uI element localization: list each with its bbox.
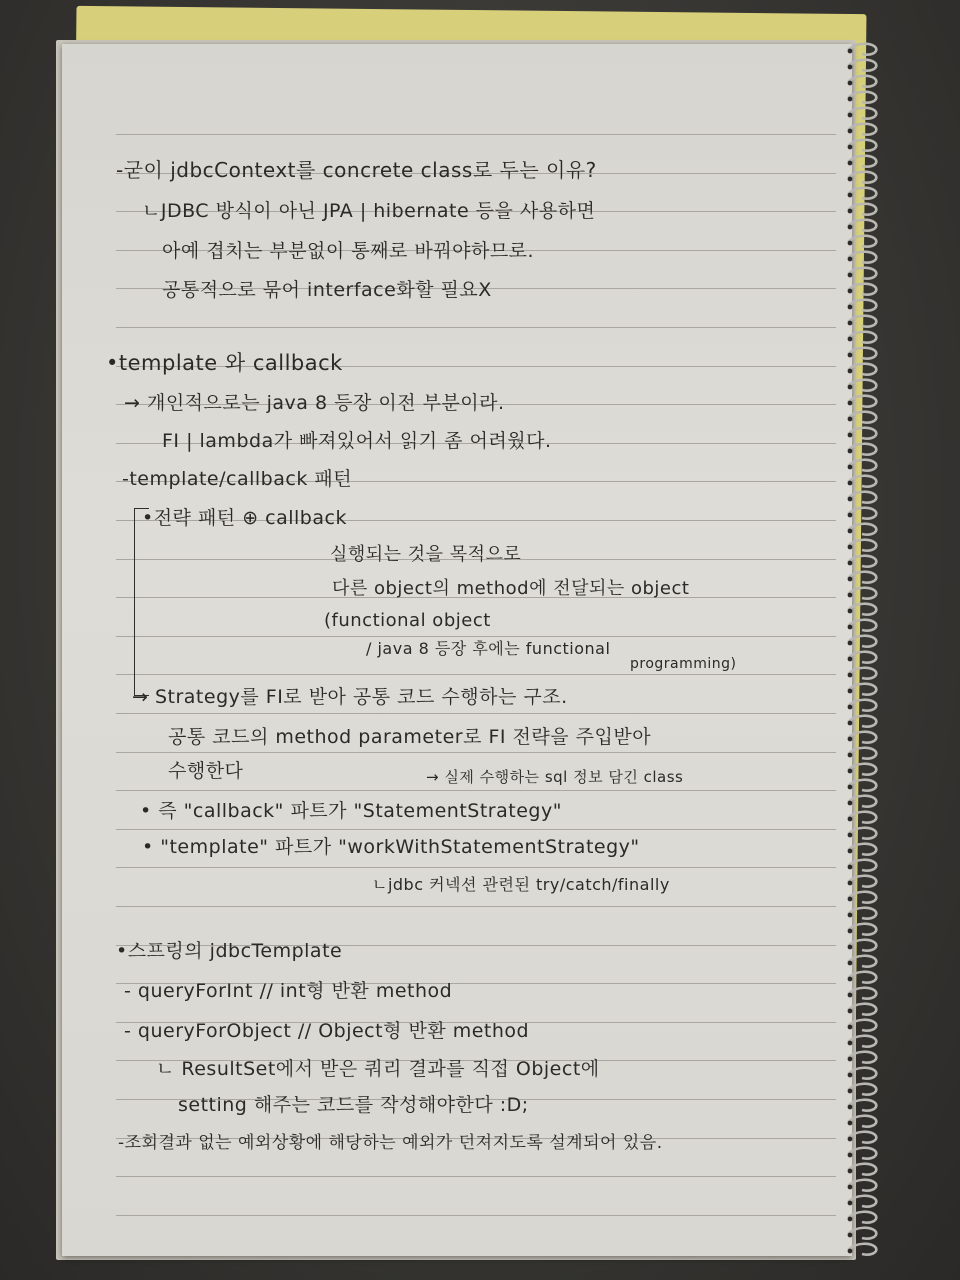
spiral-ring	[848, 332, 876, 343]
binding-hole	[848, 705, 853, 710]
binding-hole	[848, 801, 853, 806]
spiral-ring	[848, 1036, 876, 1047]
spiral-ring	[848, 348, 876, 359]
spiral-ring	[848, 1116, 876, 1127]
binding-hole	[848, 273, 853, 278]
binding-hole	[848, 737, 853, 742]
note-line: ㄴJDBC 방식이 아닌 JPA | hibernate 등을 사용하면	[142, 200, 596, 222]
spiral-ring	[848, 988, 876, 999]
binding-hole	[848, 113, 853, 118]
spiral-ring	[848, 524, 876, 535]
binding-hole	[848, 225, 853, 230]
binding-hole	[848, 321, 853, 326]
spiral-ring	[848, 908, 876, 919]
note-line: → 개인적으로는 java 8 등장 이전 부분이라.	[124, 392, 505, 414]
note-line: / java 8 등장 후에는 functional	[366, 639, 611, 658]
spiral-ring	[848, 812, 876, 823]
binding-hole	[848, 545, 853, 550]
binding-hole	[848, 385, 853, 390]
binding-hole	[848, 1105, 853, 1110]
note-line: • 즉 "callback" 파트가 "StatementStrategy"	[140, 800, 562, 822]
note-line: 수행한다	[168, 760, 244, 782]
binding-hole	[848, 785, 853, 790]
binding-hole	[848, 673, 853, 678]
binding-hole	[848, 1009, 853, 1014]
note-line: → 실제 수행하는 sql 정보 담긴 class	[426, 768, 684, 786]
spiral-ring	[848, 156, 876, 167]
binding-hole	[848, 481, 853, 486]
spiral-ring	[848, 748, 876, 759]
note-line: setting 해주는 코드를 작성해야한다 :D;	[178, 1094, 529, 1116]
spiral-ring	[848, 732, 876, 743]
spiral-ring	[848, 1148, 876, 1159]
spiral-ring	[848, 412, 876, 423]
ruled-line	[116, 134, 836, 135]
binding-hole	[848, 657, 853, 662]
binding-hole	[848, 593, 853, 598]
spiral-ring	[848, 588, 876, 599]
binding-hole	[848, 753, 853, 758]
spiral-ring	[848, 508, 876, 519]
binding-hole	[848, 305, 853, 310]
spiral-ring	[848, 876, 876, 887]
spiral-ring	[848, 716, 876, 727]
spiral-ring	[848, 460, 876, 471]
spiral-ring	[848, 92, 876, 103]
spiral-ring	[848, 204, 876, 215]
spiral-ring	[848, 828, 876, 839]
ruled-line	[116, 674, 836, 675]
spiral-ring	[848, 220, 876, 231]
spiral-ring	[848, 1068, 876, 1079]
binding-hole	[848, 209, 853, 214]
binding-hole	[848, 1121, 853, 1126]
binding-hole	[848, 65, 853, 70]
note-line: •template 와 callback	[106, 351, 343, 375]
margin-bracket	[134, 508, 149, 696]
spiral-ring	[848, 892, 876, 903]
spiral-ring	[848, 956, 876, 967]
binding-hole	[848, 1185, 853, 1190]
note-line: (functional object	[324, 610, 491, 631]
spiral-ring	[848, 492, 876, 503]
binding-hole	[848, 177, 853, 182]
ruled-line	[116, 867, 836, 868]
binding-hole	[848, 977, 853, 982]
binding-hole	[848, 961, 853, 966]
spiral-ring	[848, 924, 876, 935]
binding-hole	[848, 1169, 853, 1174]
binding-hole	[848, 529, 853, 534]
spiral-ring	[848, 972, 876, 983]
note-line: 아예 겹치는 부분없이 통째로 바꿔야하므로.	[162, 240, 535, 262]
binding-hole	[848, 1073, 853, 1078]
spiral-ring	[848, 252, 876, 263]
spiral-ring	[848, 844, 876, 855]
note-line: ㄴ ResultSet에서 받은 쿼리 결과를 직접 Object에	[156, 1058, 600, 1080]
spiral-ring	[848, 396, 876, 407]
binding-hole	[848, 1201, 853, 1206]
spiral-ring	[848, 1196, 876, 1207]
ruled-line	[116, 790, 836, 791]
binding-hole	[848, 1089, 853, 1094]
note-line: ㄴjdbc 커넥션 관련된 try/catch/finally	[372, 875, 670, 894]
binding-hole	[848, 641, 853, 646]
binding-hole	[848, 81, 853, 86]
note-line: programming)	[630, 656, 737, 672]
spiral-ring	[848, 428, 876, 439]
spiral-ring	[848, 60, 876, 71]
binding-hole	[848, 129, 853, 134]
binding-hole	[848, 689, 853, 694]
note-line: -굳이 jdbcContext를 concrete class로 두는 이유?	[116, 158, 597, 182]
ruled-line	[116, 713, 836, 714]
binding-hole	[848, 97, 853, 102]
binding-hole	[848, 257, 853, 262]
note-line: •전략 패턴 ⊕ callback	[142, 507, 347, 529]
note-line: 공통적으로 묶어 interface화할 필요X	[162, 279, 492, 301]
binding-hole	[848, 625, 853, 630]
binding-hole	[848, 49, 853, 54]
binding-hole	[848, 1025, 853, 1030]
spiral-ring	[848, 124, 876, 135]
spiral-ring	[848, 700, 876, 711]
binding-hole	[848, 913, 853, 918]
binding-hole	[848, 1153, 853, 1158]
spiral-ring	[848, 76, 876, 87]
binding-hole	[848, 561, 853, 566]
spiral-ring	[848, 1164, 876, 1175]
note-line: - queryForInt // int형 반환 method	[124, 980, 453, 1002]
binding-hole	[848, 433, 853, 438]
binding-hole	[848, 817, 853, 822]
note-line: 공통 코드의 method parameter로 FI 전략을 주입받아	[168, 726, 652, 748]
spiral-ring	[848, 380, 876, 391]
note-line: 다른 object의 method에 전달되는 object	[332, 578, 690, 599]
spiral-ring	[848, 1004, 876, 1015]
binding-hole	[848, 945, 853, 950]
spiral-ring	[848, 540, 876, 551]
spiral-ring	[848, 300, 876, 311]
note-line: → Strategy를 FI로 받아 공통 코드 수행하는 구조.	[132, 686, 568, 708]
binding-hole	[848, 1057, 853, 1062]
spiral-ring	[848, 188, 876, 199]
binding-hole	[848, 1217, 853, 1222]
spiral-ring	[848, 572, 876, 583]
spiral-ring	[848, 1052, 876, 1063]
spiral-ring	[848, 860, 876, 871]
ruled-line	[116, 906, 836, 907]
note-line: FI | lambda가 빠져있어서 읽기 좀 어려웠다.	[162, 430, 552, 452]
binding-hole	[848, 1137, 853, 1142]
spiral-ring	[848, 780, 876, 791]
ruled-line	[116, 829, 836, 830]
spiral-ring	[848, 636, 876, 647]
spiral-ring	[848, 172, 876, 183]
spiral-ring	[848, 940, 876, 951]
notebook-page	[62, 44, 852, 1256]
binding-hole	[848, 289, 853, 294]
spiral-ring	[848, 1100, 876, 1111]
ruled-line	[116, 327, 836, 328]
note-line: 실행되는 것을 목적으로	[330, 544, 522, 565]
spiral-ring	[848, 1244, 876, 1255]
binding-hole	[848, 401, 853, 406]
spiral-ring	[848, 284, 876, 295]
spiral-ring	[848, 604, 876, 615]
binding-hole	[848, 721, 853, 726]
note-line: - queryForObject // Object형 반환 method	[124, 1020, 530, 1042]
binding-hole	[848, 241, 853, 246]
spiral-ring	[848, 44, 876, 55]
binding-hole	[848, 849, 853, 854]
binding-hole	[848, 865, 853, 870]
spiral-ring	[848, 1020, 876, 1031]
binding-hole	[848, 449, 853, 454]
spiral-ring	[848, 140, 876, 151]
spiral-ring	[848, 764, 876, 775]
spiral-ring	[848, 444, 876, 455]
binding-hole	[848, 1249, 853, 1254]
spiral-ring	[848, 668, 876, 679]
spiral-ring	[848, 1228, 876, 1239]
note-line: •스프링의 jdbcTemplate	[116, 940, 343, 962]
binding-hole	[848, 993, 853, 998]
binding-hole	[848, 1041, 853, 1046]
ruled-line	[116, 1215, 836, 1216]
binding-hole	[848, 897, 853, 902]
note-line: -조회결과 없는 예외상황에 해당하는 예외가 던져지도록 설계되어 있음.	[118, 1133, 663, 1153]
binding-hole	[848, 833, 853, 838]
binding-hole	[848, 881, 853, 886]
ruled-line	[116, 752, 836, 753]
spiral-ring	[848, 1084, 876, 1095]
note-line: -template/callback 패턴	[122, 468, 353, 490]
spiral-ring	[848, 652, 876, 663]
binding-hole	[848, 497, 853, 502]
ruled-line	[116, 1176, 836, 1177]
binding-hole	[848, 193, 853, 198]
spiral-ring	[848, 476, 876, 487]
spiral-ring	[848, 316, 876, 327]
spiral-ring	[848, 620, 876, 631]
spiral-ring	[848, 1180, 876, 1191]
spiral-ring	[848, 108, 876, 119]
binding-hole	[848, 513, 853, 518]
binding-hole	[848, 769, 853, 774]
binding-hole	[848, 417, 853, 422]
binding-hole	[848, 577, 853, 582]
binding-hole	[848, 337, 853, 342]
spiral-binding	[842, 36, 882, 1256]
spiral-ring	[848, 268, 876, 279]
binding-hole	[848, 145, 853, 150]
spiral-ring	[848, 556, 876, 567]
binding-hole	[848, 353, 853, 358]
binding-hole	[848, 1233, 853, 1238]
spiral-ring	[848, 1132, 876, 1143]
spiral-ring	[848, 1212, 876, 1223]
spiral-ring	[848, 236, 876, 247]
spiral-ring	[848, 364, 876, 375]
binding-hole	[848, 609, 853, 614]
binding-hole	[848, 465, 853, 470]
binding-hole	[848, 369, 853, 374]
spiral-ring	[848, 684, 876, 695]
note-line: • "template" 파트가 "workWithStatementStrategy"	[142, 836, 640, 858]
binding-hole	[848, 929, 853, 934]
spiral-ring	[848, 796, 876, 807]
binding-hole	[848, 161, 853, 166]
